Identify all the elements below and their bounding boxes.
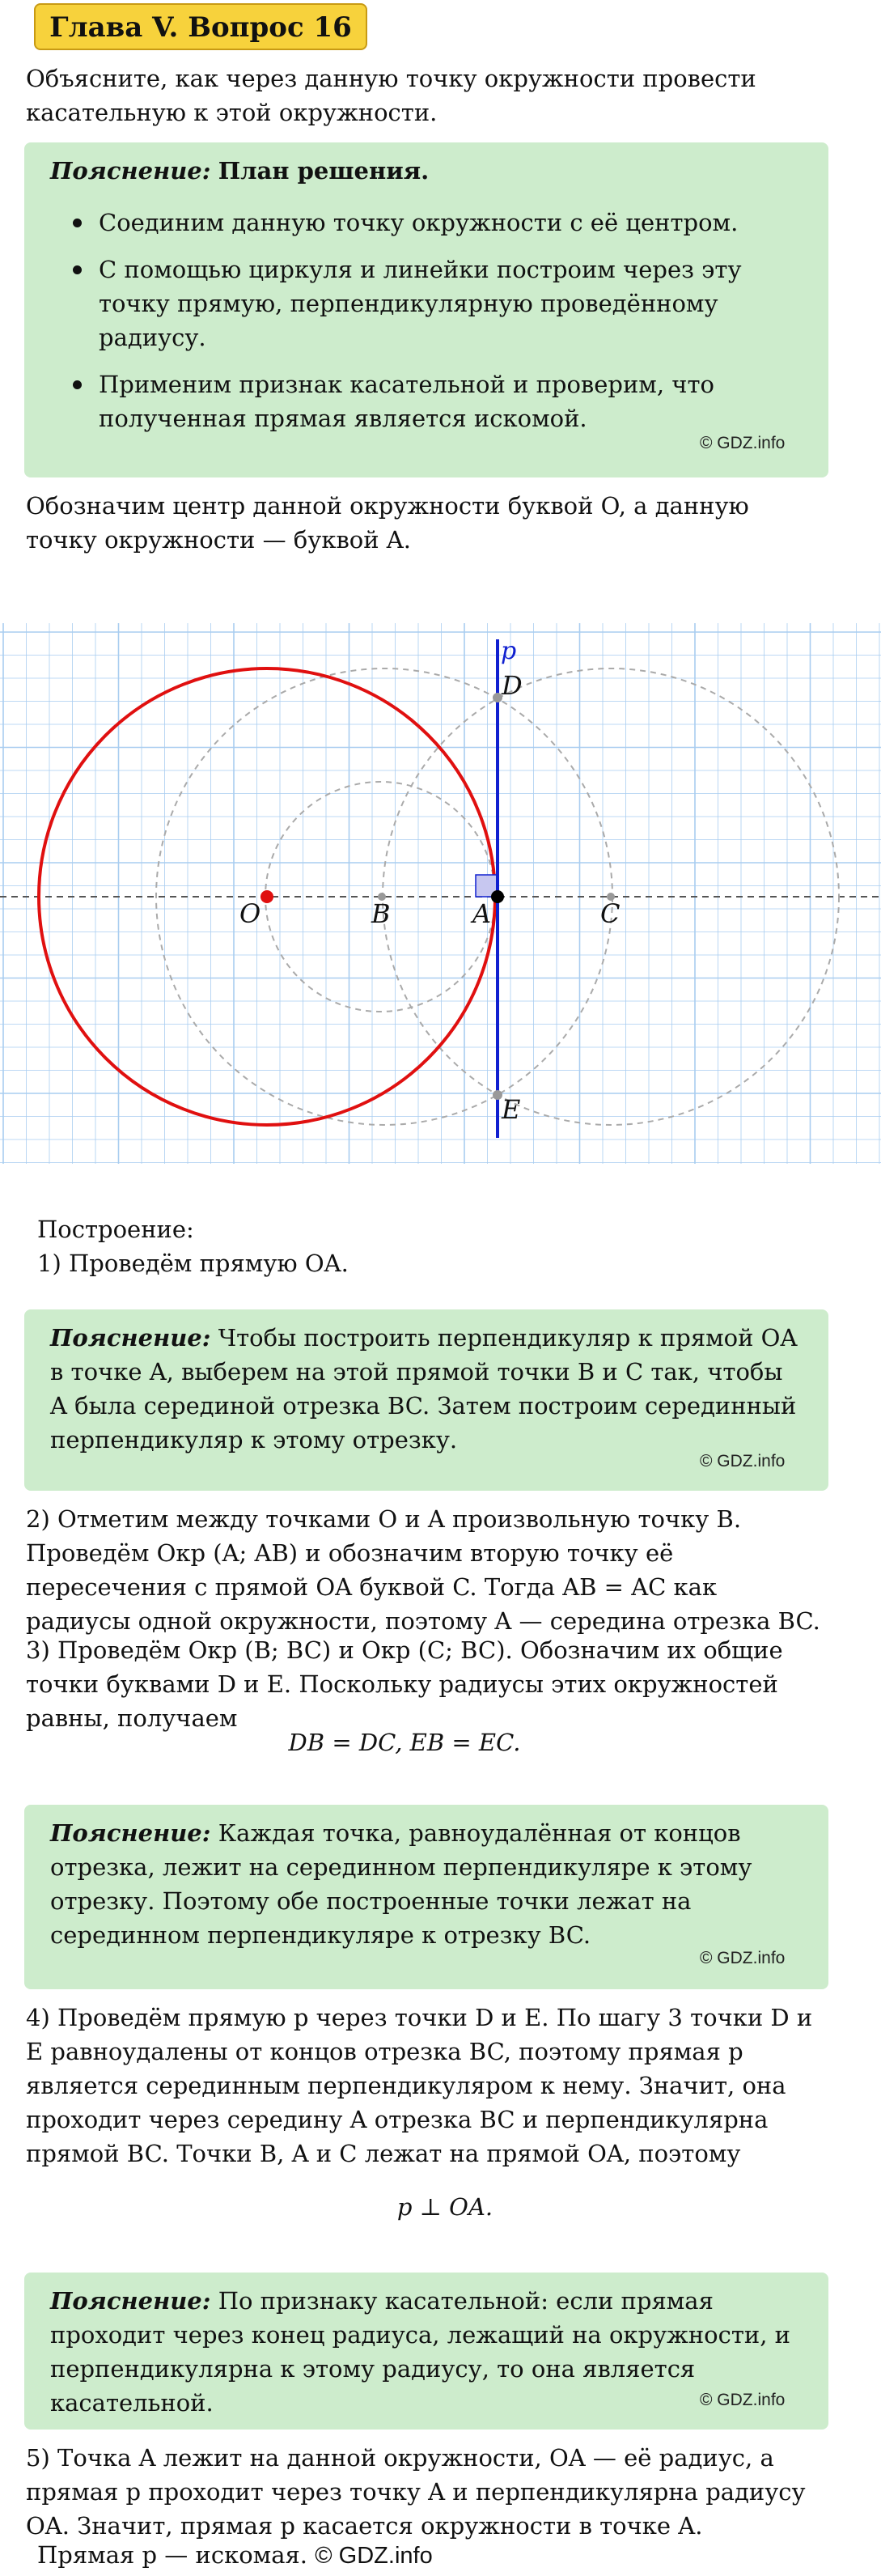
plan-box <box>24 142 828 477</box>
note-2-body: Каждая точка, равноудалённая от концов отрезка, лежит на серединном перпендикуляре к этому отрезку. Поэтому обе построенные точки лежат на серединном перпендикуляре к отрезку BC. <box>50 1819 752 1949</box>
label-d: D <box>502 670 523 701</box>
plan-heading: План решения. <box>218 157 430 185</box>
note-2-text <box>50 1816 803 1952</box>
point-a <box>491 890 504 903</box>
step-5: 5) Точка A лежит на данной окружности, OA — её радиус, а прямая p проходит через точку A и перпендикулярна радиусу OA. Значит, прямая p касается окружности в точке A. <box>26 2444 806 2540</box>
formula-1: DB = DC, EB = EC. <box>288 1729 521 1756</box>
page-title: Глава V. Вопрос 16 <box>34 3 367 50</box>
note-1-label: Пояснение: <box>50 1324 211 1352</box>
note-3-label: Пояснение: <box>50 2287 211 2315</box>
plan-label: Пояснение: <box>50 157 211 185</box>
note-1-body: Чтобы построить перпендикуляр к прямой OA в точке A, выберем на этой прямой точки B и C так, чтобы A была серединой отрезка BC. Затем построим серединный перпендикуляр к этому отрезку. <box>50 1324 798 1454</box>
note-3-box <box>24 2273 828 2430</box>
step-4: 4) Проведём прямую p через точки D и E. По шагу 3 точки D и E равноудалены от концов отрезка BC, поэтому прямая p является серединным перпендикуляром к нему. Значит, она проходит через середину A отрезка BC и перпендикулярна прямой BC. Точки B, A и C лежат на прямой OA, поэтому <box>26 2004 813 2167</box>
label-c: C <box>600 898 621 929</box>
conclusion-text: Прямая p — искомая. <box>37 2541 308 2569</box>
note-2-copyright: © GDZ.info <box>700 1949 786 1967</box>
note-1-box <box>24 1309 828 1491</box>
plan-copyright: © GDZ.info <box>700 434 786 452</box>
note-1-text <box>50 1321 803 1457</box>
point-o <box>260 890 273 903</box>
plan-step: Соединим данную точку окружности с её центром. <box>57 206 809 240</box>
label-p: p <box>501 637 517 665</box>
note-3-text <box>50 2284 803 2420</box>
construction-heading: Построение: <box>37 1216 194 1243</box>
step-2: 2) Отметим между точками O и A произвольную точку B. Проведём Окр (A; AB) и обозначим вторую точку её пересечения с прямой OA буквой C. Тогда AB = AC как радиусы одной окружности, поэтому A — середина отрезка BC. <box>26 1505 820 1635</box>
step-3: 3) Проведём Окр (B; BC) и Окр (C; BC). Обозначим их общие точки буквами D и E. Поскольку радиусы этих окружностей равны, получаем <box>26 1636 783 1732</box>
label-o: O <box>239 898 261 929</box>
plan-header <box>50 154 429 188</box>
plan-step: Применим признак касательной и проверим, что полученная прямая является искомой. <box>57 367 809 435</box>
question-text: Объясните, как через данную точку окружности провести касательную к этой окружности. <box>26 65 756 126</box>
note-1-copyright: © GDZ.info <box>700 1452 786 1470</box>
note-2-box <box>24 1805 828 1989</box>
intro-text: Обозначим центр данной окружности буквой O, а данную точку окружности — буквой A. <box>26 492 749 554</box>
step-1: 1) Проведём прямую OA. <box>37 1250 349 1277</box>
plan-step: С помощью циркуля и линейки построим через эту точку прямую, перпендикулярную проведённому радиусу. <box>57 253 809 354</box>
conclusion <box>37 2538 433 2573</box>
note-3-copyright: © GDZ.info <box>700 2391 786 2409</box>
conclusion-copyright: © GDZ.info <box>315 2543 433 2569</box>
note-3-body: По признаку касательной: если прямая проходит через конец радиуса, лежащий на окружности, и перпендикулярна к этому радиусу, то она является касательной. <box>50 2287 791 2417</box>
formula-2: p ⊥ OA. <box>396 2193 493 2221</box>
note-2-label: Пояснение: <box>50 1819 211 1847</box>
plan-steps <box>57 206 809 448</box>
construction-figure <box>0 623 881 1164</box>
label-b: B <box>371 898 391 929</box>
label-a: A <box>472 898 492 929</box>
label-e: E <box>502 1094 521 1125</box>
